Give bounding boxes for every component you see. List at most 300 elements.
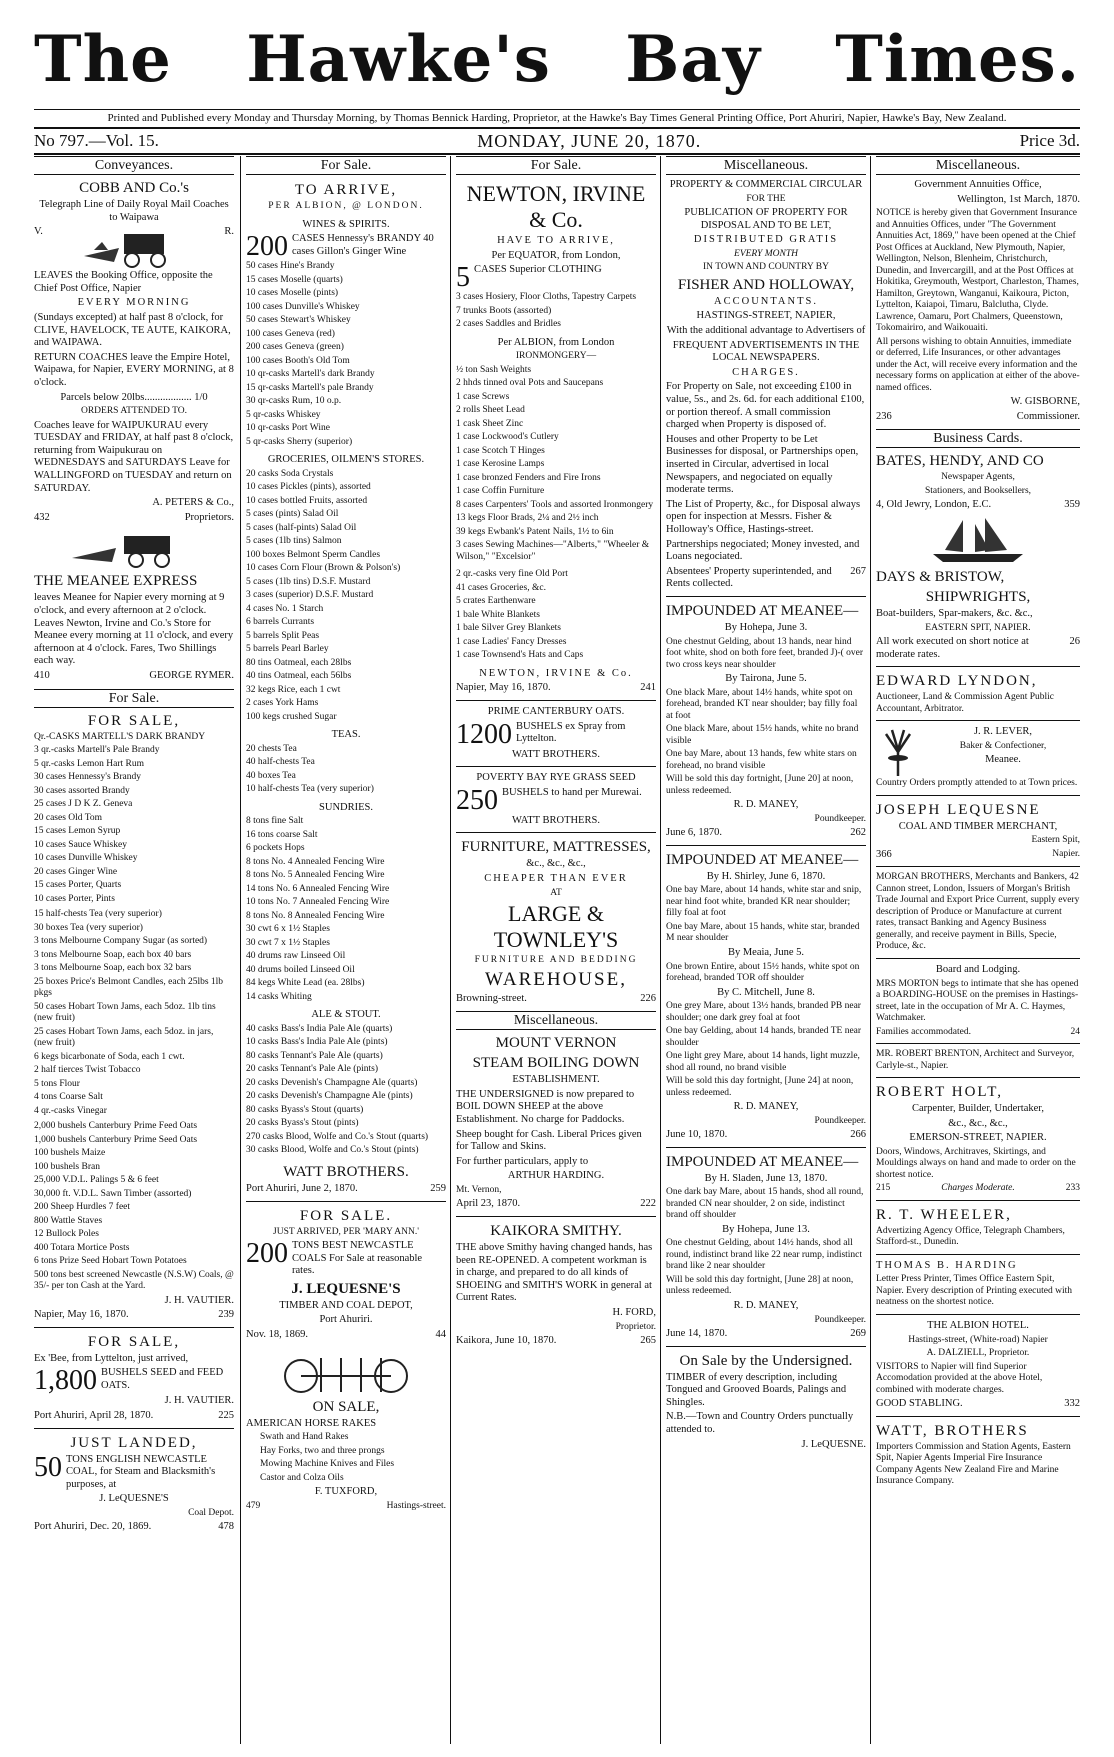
list-item: 32 kegs Rice, each 1 cwt	[246, 684, 341, 695]
ad-footer	[456, 682, 656, 695]
ad-signature: ARTHUR HARDING.	[507, 1170, 605, 1182]
ad-title: IMPOUNDED AT MEANEE—	[666, 1153, 859, 1170]
list-item: 50 cases Stewart's Whiskey	[246, 315, 351, 326]
ad-footer	[876, 1183, 1080, 1195]
list-item: 2 cases Saddles and Bridles	[456, 319, 562, 330]
ad-body: Hastings-street, (White-road) Napier	[908, 1334, 1048, 1345]
sailing-ship-icon	[923, 516, 1033, 564]
ad-body: One light grey Mare, about 14 hands, light muzzle, shod all round, no brand visible	[666, 1051, 860, 1073]
ad-number: 239	[218, 1309, 234, 1321]
ad-body: IN TOWN AND COUNTRY BY	[703, 262, 829, 273]
ad-body: By Hohepa, June 13.	[722, 1223, 810, 1235]
ad-title: JUST LANDED,	[70, 1434, 198, 1451]
item-list	[246, 261, 446, 448]
ad-signature: NEWTON, IRVINE & Co.	[479, 667, 633, 679]
list-item: 10 cases Porter, Pints	[34, 893, 115, 904]
big-number: 1,800	[34, 1365, 97, 1397]
ad-body: PUBLICATION OF PROPERTY FOR DISPOSAL AND TO BE LET,	[684, 207, 848, 231]
list-item: 10 casks Bass's India Pale Ale (pints)	[246, 1037, 388, 1048]
ad-title: IMPOUNDED AT MEANEE—	[666, 602, 859, 619]
column-heading: Conveyances.	[34, 156, 234, 175]
item-list	[456, 569, 656, 662]
ad-number: 24	[1070, 1026, 1080, 1037]
ad-title: MOUNT VERNON	[495, 1035, 617, 1052]
list-item: 25 boxes Price's Belmont Candles, each 25lbs 1lb pkgs	[34, 976, 224, 999]
list-item: 100 cases Geneva (red)	[246, 328, 335, 339]
ad-signature: WATT BROTHERS.	[512, 748, 600, 760]
list-item: 13 kegs Floor Brads, 2¼ and 2½ inch	[456, 513, 599, 524]
list-item: 10 qr-casks Martell's dark Brandy	[246, 369, 375, 380]
ad-body: Boat-builders, Spar-makers, &c. &c.,	[876, 607, 1033, 619]
ad-body: N.B.—Town and Country Orders punctually attended to.	[666, 1411, 854, 1436]
list-item: 1 case Coffin Furniture	[456, 486, 545, 497]
ad-footer	[666, 1129, 866, 1142]
list-item: 20 casks Devenish's Champagne Ale (quarts)	[246, 1077, 418, 1088]
list-item: 80 casks Tennant's Pale Ale (quarts)	[246, 1050, 383, 1061]
list-item: 10 cases Sauce Whiskey	[34, 839, 127, 850]
list-item: 6 barrels Currants	[246, 617, 315, 628]
list-item: 400 Totara Mortice Posts	[34, 1242, 130, 1253]
ad-number: 410	[34, 669, 50, 681]
ad-number: 262	[850, 827, 866, 839]
ad-signature: R. D. MANEY,	[733, 799, 799, 811]
ad-body: Importers Commission and Station Agents, Eastern Spit, Napier Agents Imperial Fire Insurance Company Agents New Zealand Fire and Marine Insurance Company.	[876, 1441, 1071, 1487]
list-item: 41 cases Groceries, &c.	[456, 582, 546, 593]
issue-date: MONDAY, JUNE 20, 1870.	[477, 130, 702, 151]
item: CASES Hennessy's BRANDY 40 cases Gillon's Ginger Wine	[292, 233, 434, 257]
list-item: 5 qr-casks Sherry (superior)	[246, 436, 353, 447]
ad-title: PRIME CANTERBURY OATS.	[487, 705, 625, 717]
ad-title: AMERICAN HORSE RAKES	[246, 1417, 377, 1429]
ad-number: 44	[435, 1329, 446, 1341]
section-title: SUNDRIES.	[319, 801, 373, 813]
item-list	[34, 909, 234, 1117]
list-item: 1 case Lockwood's Cutlery	[456, 432, 559, 443]
ad-date: June 14, 1870.	[666, 1328, 728, 1340]
ad-number: 233	[1065, 1183, 1080, 1194]
ad-footer	[876, 1027, 1080, 1039]
ad-footer	[876, 411, 1080, 424]
column-miscellaneous-1	[666, 156, 866, 1744]
ad-address: Hastings-street.	[386, 1500, 446, 1511]
list-item: 10 cases bottled Fruits, assorted	[246, 495, 368, 506]
list-item: 1 case Scotch T Hinges	[456, 445, 545, 456]
ad-title: THE ALBION HOTEL.	[927, 1319, 1029, 1331]
list-item: 5 qr.-casks Lemon Hart Rum	[34, 758, 145, 769]
ad-body: Will be sold this day fortnight, [June 24] at noon, unless redeemed.	[666, 1076, 854, 1098]
ad-body: &c., &c., &c.,	[948, 1117, 1008, 1129]
list-item: 5 barrels Pearl Barley	[246, 644, 329, 655]
list-item: 3 cases Hosiery, Floor Cloths, Tapestry Carpets	[456, 292, 637, 303]
list-item: 16 tons coarse Salt	[246, 829, 318, 840]
list-item: Mowing Machine Knives and Files	[260, 1459, 395, 1470]
ad-title: JOSEPH LEQUESNE	[876, 801, 1041, 818]
ad-number: 332	[1064, 1398, 1080, 1409]
list-item: 5 barrels Split Peas	[246, 630, 320, 641]
big-number: 5	[456, 262, 470, 294]
ad-signature: Port Ahuriri.	[319, 1314, 373, 1326]
ad-body: By Hohepa, June 3.	[724, 621, 808, 633]
list-item: 3 cases (superior) D.S.F. Mustard	[246, 590, 374, 601]
ad-title: FOR SALE.	[299, 1207, 393, 1224]
ad-body: One black Mare, about 15½ hands, white no brand visible	[666, 724, 859, 746]
ad-title: THE MEANEE EXPRESS	[34, 573, 198, 590]
ad-number: 26	[1069, 636, 1080, 648]
ad-footer	[876, 499, 1080, 512]
list-item: 40 boxes Tea	[246, 770, 296, 781]
ad-body: By H. Sladen, June 13, 1870.	[704, 1172, 828, 1184]
ad-body: One bay Gelding, about 14 hands, branded TE near shoulder	[666, 1026, 862, 1048]
ad-title: DISTRIBUTED GRATIS	[693, 234, 839, 246]
list-item: 5 cases (half-pints) Salad Oil	[246, 522, 357, 533]
ad-title: SHIPWRIGHTS,	[925, 588, 1031, 605]
list-item: 100 boxes Belmont Sperm Candles	[246, 549, 381, 560]
list-item: Castor and Colza Oils	[260, 1472, 344, 1483]
ad-title: WAREHOUSE,	[485, 968, 627, 990]
item-list	[246, 1024, 446, 1157]
list-item: 40 half-chests Tea	[246, 757, 315, 768]
list-item: 100 bushels Bran	[34, 1161, 100, 1172]
list-item: 40 drums raw Linseed Oil	[246, 951, 346, 962]
section-title: ALE & STOUT.	[311, 1009, 381, 1021]
ad-signature: R. D. MANEY,	[733, 1299, 799, 1311]
column-heading: For Sale.	[34, 689, 234, 708]
ad-title: STEAM BOILING DOWN	[472, 1055, 640, 1072]
list-item: 84 kegs White Lead (ea. 28lbs)	[246, 978, 365, 989]
ad-body: One black Mare, about 14½ hands, white spot on forehead, branded KT near shoulder; bay filly foal at foot	[666, 687, 858, 721]
ad-body: AT	[550, 887, 562, 898]
ad-signature: Proprietor.	[615, 1321, 656, 1332]
issue-price: Price 3d.	[1019, 131, 1080, 150]
column-heading: Business Cards.	[876, 429, 1080, 448]
ad-date: Port Ahuriri, June 2, 1870.	[246, 1182, 358, 1194]
list-item: 8 cases Carpenters' Tools and assorted Ironmongery	[456, 499, 654, 510]
ad-body: MRS MORTON begs to intimate that she has opened a BOARDING-HOUSE on the premises in Hastings-street, late in the occupation of Mr A. C. Haymes, Watchmaker.	[876, 978, 1079, 1024]
ad-date: June 6, 1870.	[666, 827, 722, 839]
list-item: 1,000 bushels Canterbury Prime Seed Oats	[34, 1134, 198, 1145]
list-item: 20 casks Byass's Stout (pints)	[246, 1118, 359, 1129]
list-item: 10 half-chests Tea (very superior)	[246, 784, 374, 795]
item-list	[246, 469, 446, 724]
ad-body: With the additional advantage to Advertisers of	[666, 325, 866, 337]
column-rule	[660, 156, 661, 1744]
list-item: 25 cases J D K Z. Geneva	[34, 799, 133, 810]
item-list	[246, 744, 446, 796]
cut-letter: R.	[224, 226, 234, 238]
list-item: 800 Wattle Staves	[34, 1215, 103, 1226]
ad-number: 265	[640, 1335, 656, 1347]
list-item: 2,000 bushels Canterbury Prime Feed Oats	[34, 1121, 198, 1132]
list-item: 5 cases (1lb tins) Salmon	[246, 536, 342, 547]
publisher-line: Printed and Published every Monday and Thursday Morning, by Thomas Bennick Harding, Proprietor, at the Hawke's Bay Times General Printing Office, Port Ahuriri, Napier, Hawke's Bay, New Zealand.	[34, 109, 1080, 124]
list-item: 500 tons best screened Newcastle (N.S.W) Coals, @ 35/- per ton Cash at the Yard.	[34, 1269, 234, 1292]
ad-footer	[246, 1501, 446, 1513]
ad-signature: J. LeQUESNE'S	[99, 1493, 169, 1505]
masthead-word-3: Bay	[625, 22, 761, 97]
ad-title: TO ARRIVE,	[294, 182, 398, 198]
item-list	[246, 1432, 446, 1484]
list-item: 50 cases Hine's Brandy	[246, 261, 335, 272]
ad-block	[876, 726, 1080, 778]
section-title: CHARGES.	[732, 366, 800, 378]
list-item: 2 rolls Sheet Lead	[456, 405, 525, 416]
ad-body: GOOD STABLING.	[876, 1398, 963, 1409]
stagecoach-icon	[74, 226, 194, 270]
ad-body: THE UNDERSIGNED is now prepared to BOIL DOWN SHEEP at the above Establishment. No charge for Paddocks.	[456, 1088, 635, 1125]
list-item: 5 cases (1lb tins) D.S.F. Mustard	[246, 576, 371, 587]
list-item: 15 cases Lemon Syrup	[34, 826, 121, 837]
item: CASES Superior CLOTHING	[474, 264, 602, 276]
ad-title: KAIKORA SMITHY.	[490, 1222, 622, 1239]
item-list	[246, 816, 446, 1003]
ad-body: Letter Press Printer, Times Office Eastern Spit, Napier. Every description of Printing executed with neatness on the shortest notice.	[876, 1274, 1073, 1308]
ad-body: NOTICE is hereby given that Government Insurance and Annuities Offices, under "The Government Annuities Act, 1869," have been opened at the Chief Post Offices at Auckland, New Plymouth, Napier, Wellington, Nelson, Blenheim, Christchurch, Dunedin, and Invercargill, and at the Post Offices at Hokitika, Greymouth, Westport, Charleston, Thames, Hamilton, Greytown, Wanganui, Kaikoura, Picton, Lyttelton, Kaiapoi, Timaru, Balclutha, Clyde. Lawrence, Oamaru, Port Chalmers, Queenstown, Tokomairiro, and Waikouaiti.	[876, 208, 1079, 334]
ad-body: The List of Property, &c., for Disposal always open for inspection at Messrs. Fisher & Holloway's Office, Hastings-street.	[666, 498, 861, 535]
section-title: WINES & SPIRITS.	[302, 218, 390, 230]
ad-number: 236	[876, 410, 892, 422]
list-item: 8 tons fine Salt	[246, 816, 304, 827]
ad-body: Families accommodated.	[876, 1026, 971, 1037]
item-list	[34, 732, 234, 906]
list-item: 270 casks Blood, Wolfe and Co.'s Stout (quarts)	[246, 1131, 429, 1142]
list-item: 30,000 ft. V.D.L. Sawn Timber (assorted)	[34, 1188, 192, 1199]
ad-number: 366	[876, 848, 892, 860]
ad-body: For further particulars, apply to	[456, 1155, 589, 1167]
column-rule	[240, 156, 241, 1744]
ad-title: J. R. LEVER,	[973, 726, 1033, 738]
list-item: 20 casks Devenish's Champagne Ale (pints)	[246, 1091, 413, 1102]
ad-body: &c., &c., &c.,	[526, 858, 586, 870]
ad-number: 359	[1064, 499, 1080, 511]
ad-body: Parcels below 20lbs.................. 1/0	[60, 391, 208, 403]
big-number: 250	[456, 784, 498, 816]
ad-number: 267	[850, 565, 866, 577]
list-item: 50 cases Hobart Town Jams, each 5doz. 1lb tins (new fruit)	[34, 1001, 216, 1024]
list-item: 2 hhds tinned oval Pots and Saucepans	[456, 378, 604, 389]
ad-body: Baker & Confectioner,	[959, 740, 1047, 751]
ad-body: THE above Smithy having changed hands, has been RE-OPENED. A competent workman is in charge, and prepared to do all kinds of SHOEING and SMITH'S WORK in general at Current Rates.	[456, 1241, 653, 1304]
list-item: 39 kegs Ewbank's Patent Nails, 1½ to 6in	[456, 526, 614, 537]
list-item: 1 case Kerosine Lamps	[456, 459, 545, 470]
list-item: Qr.-CASKS MARTELL'S DARK BRANDY	[34, 731, 206, 742]
ad-footer	[34, 1309, 234, 1322]
list-item: 40 casks Bass's India Pale Ale (quarts)	[246, 1023, 393, 1034]
ad-body: Auctioneer, Land & Commission Agent Public Accountant, Arbitrator.	[876, 692, 1054, 714]
ad-title: PROPERTY & COMMERCIAL CIRCULAR	[669, 179, 863, 190]
ad-body: LEAVES the Booking Office, opposite the Chief Post Office, Napier	[34, 270, 213, 294]
masthead-word-4: Times.	[835, 22, 1080, 97]
masthead	[34, 14, 1080, 106]
ad-number: 479	[246, 1500, 261, 1511]
list-item: 20 cases Ginger Wine	[34, 866, 118, 877]
list-item: Swath and Hand Rakes	[260, 1432, 349, 1443]
ad-signature: J. LeQUESNE.	[801, 1438, 866, 1450]
ad-date: Port Ahuriri, Dec. 20, 1869.	[34, 1521, 152, 1533]
list-item: 100 kegs crushed Sugar	[246, 711, 337, 722]
ad-footer	[456, 993, 656, 1006]
ad-number: 266	[850, 1129, 866, 1141]
list-item: 4 tons Coarse Salt	[34, 1092, 103, 1103]
ad-footer	[246, 1183, 446, 1196]
list-item: 14 tons No. 6 Annealed Fencing Wire	[246, 883, 390, 894]
ad-body: MR. ROBERT BRENTON, Architect and Surveyor, Carlyle-st., Napier.	[876, 1049, 1075, 1071]
ad-date: Port Ahuriri, April 28, 1870.	[34, 1409, 154, 1421]
big-number: 200	[246, 231, 288, 263]
dateline	[34, 127, 1080, 155]
ad-body: EVERY MONTH	[734, 248, 798, 259]
ad-subtitle: Per EQUATOR, from London,	[491, 249, 621, 261]
ad-footer	[666, 827, 866, 840]
ad-body: Meanee.	[985, 754, 1021, 766]
section-title: IRONMONGERY—	[515, 351, 597, 362]
ad-number: 259	[430, 1182, 446, 1194]
list-item: 15 cases Moselle (quarts)	[246, 274, 343, 285]
list-item: 100 cases Dunville's Whiskey	[246, 301, 360, 312]
list-item: 4 cases No. 1 Starch	[246, 603, 324, 614]
ad-body: One grey Mare, about 13½ hands, branded PB near shoulder; one dark grey foal at foot	[666, 1001, 861, 1023]
list-item: 10 cases Corn Flour (Brown & Polson's)	[246, 563, 401, 574]
list-item: 8 tons No. 8 Annealed Fencing Wire	[246, 910, 385, 921]
list-item: 10 qr-casks Port Wine	[246, 423, 330, 434]
ad-signature: W. GISBORNE,	[1010, 396, 1080, 408]
list-item: 30 casks Blood, Wolfe and Co.'s Stout (pints)	[246, 1145, 419, 1156]
ad-body: EASTERN SPIT, NAPIER.	[925, 622, 1031, 633]
ad-number: 432	[34, 511, 50, 523]
list-item: 80 tins Oatmeal, each 28lbs	[246, 657, 352, 668]
list-item: 20 casks Tennant's Pale Ale (pints)	[246, 1064, 379, 1075]
ad-body: EVERY MORNING	[77, 297, 191, 309]
big-number: 200	[246, 1238, 288, 1270]
ad-body: COAL AND TIMBER MERCHANT,	[898, 820, 1058, 832]
ad-body: TIMBER of every description, including Tongued and Grooved Boards, Palings and Shingles.	[666, 1371, 847, 1408]
ad-body: One bay Mare, about 15 hands, white star, branded M near shoulder	[666, 921, 860, 944]
big-number: 1200	[456, 718, 512, 750]
column-heading: Miscellaneous.	[876, 156, 1080, 175]
list-item: 10 cases Dunville Whiskey	[34, 853, 138, 864]
list-item: 200 cases Geneva (green)	[246, 342, 344, 353]
ad-body: Napier.	[1052, 848, 1080, 859]
ad-number: 222	[640, 1198, 656, 1210]
big-number: 50	[34, 1451, 62, 1483]
list-item: 14 casks Whiting	[246, 991, 312, 1002]
ad-number: 225	[218, 1409, 234, 1421]
list-item: 3 tons Melbourne Soap, each box 40 bars	[34, 949, 192, 960]
ad-footer	[876, 849, 1080, 862]
ad-body: Will be sold this day fortnight, [June 20] at noon, unless redeemed.	[666, 774, 854, 796]
ad-body: Wellington, 1st March, 1870.	[957, 193, 1080, 205]
ad-signature: Proprietors.	[184, 511, 234, 523]
ad-title: ESTABLISHMENT.	[512, 1074, 600, 1086]
list-item: 40 drums boiled Linseed Oil	[246, 964, 355, 975]
ad-footer	[34, 1521, 234, 1534]
ad-body: FOR THE	[746, 193, 786, 204]
ad-body: Carpenter, Builder, Undertaker,	[912, 1103, 1044, 1115]
list-item: 100 bushels Maize	[34, 1148, 106, 1159]
list-item: 6 tons Prize Seed Hobart Town Potatoes	[34, 1256, 187, 1267]
newspaper-page	[34, 14, 1080, 1744]
list-item: 30 qr-casks Rum, 10 o.p.	[246, 396, 342, 407]
list-item: 80 casks Byass's Stout (quarts)	[246, 1104, 364, 1115]
ad-body: All persons wishing to obtain Annuities, immediate or deferred, Life Insurances, or other advantages under the Act, will receive every information and the necessary forms on application at either of the above-named offices.	[876, 336, 1080, 393]
ad-signature: WATT BROTHERS.	[283, 1163, 409, 1180]
list-item: 2 cases York Hams	[246, 698, 319, 709]
column-heading: Miscellaneous.	[456, 1011, 656, 1030]
ad-body: Government Annuities Office,	[914, 179, 1042, 190]
ad-date: Kaikora, June 10, 1870.	[456, 1335, 557, 1347]
ad-body: Doors, Windows, Architraves, Skirtings, and Mouldings always on hand and made to order on the shortest notice.	[876, 1146, 1076, 1180]
ad-footer	[34, 670, 234, 683]
list-item: 5 tons Flour	[34, 1078, 80, 1089]
wheatsheaf-icon	[876, 726, 920, 778]
section-title: Per ALBION, from London	[497, 336, 615, 348]
ad-body: Partnerships negociated; Money invested, and Loans negociated.	[666, 538, 860, 563]
ad-signature: Commissioner.	[1016, 410, 1080, 422]
masthead-word-2: Hawke's	[246, 22, 551, 97]
masthead-word-1: The	[34, 22, 172, 97]
list-item: 3 tons Melbourne Company Sugar (as sorted)	[34, 936, 208, 947]
item-list	[456, 365, 656, 564]
list-item: 2 qr.-casks very fine Old Port	[456, 569, 568, 580]
list-item: 30 cwt 6 x 1½ Staples	[246, 924, 330, 935]
ad-signature: WATT BROTHERS.	[512, 814, 600, 826]
list-item: 6 kegs bicarbonate of Soda, each 1 cwt.	[34, 1051, 185, 1062]
ad-date: Napier, May 16, 1870.	[456, 682, 551, 694]
issue-number: No 797.—Vol. 15.	[34, 131, 159, 150]
ad-body: BUSHELS ex Spray from Lyttelton.	[516, 720, 626, 745]
ad-title: FOR SALE,	[87, 1333, 181, 1350]
ad-body: Eastern Spit,	[1031, 835, 1080, 846]
ad-footer	[34, 1410, 234, 1423]
list-item: 12 Bullock Poles	[34, 1229, 99, 1240]
list-item: 3 tons Melbourne Soap, each box 32 bars	[34, 963, 192, 974]
list-item: 4 qr.-casks Vinegar	[34, 1105, 107, 1116]
list-item: 20 cases Old Tom	[34, 812, 103, 823]
ad-date: Nov. 18, 1869.	[246, 1329, 309, 1341]
column-conveyances	[34, 156, 234, 1744]
list-item: 8 tons No. 4 Annealed Fencing Wire	[246, 856, 385, 867]
column-rule	[870, 156, 871, 1744]
coach-cut	[34, 226, 234, 270]
ad-body: Charges Moderate.	[941, 1183, 1015, 1194]
ad-footer	[666, 566, 866, 591]
list-item: 2 half tierces Twist Tobacco	[34, 1065, 141, 1076]
ad-footer	[456, 1198, 656, 1211]
ad-subtitle: PER ALBION, @ LONDON.	[268, 201, 424, 211]
ad-body: CHEAPER THAN EVER	[484, 872, 628, 884]
ad-signature: Poundkeeper.	[814, 1115, 866, 1126]
ad-signature: J. LEQUESNE'S	[291, 1280, 401, 1297]
ad-body: Will be sold this day fortnight, [June 28] at noon, unless redeemed.	[666, 1274, 854, 1297]
ad-subtitle: HAVE TO ARRIVE,	[497, 235, 615, 246]
list-item: 15 half-chests Tea (very superior)	[34, 909, 162, 920]
ad-title: FURNITURE, MATTRESSES,	[461, 839, 651, 856]
ad-title: ON SALE,	[312, 1398, 380, 1415]
ad-body: One bay Mare, about 14 hands, white star and snip, near hind foot white, branded KR near shoulder; filly foal at foot	[666, 885, 862, 919]
ad-footer	[666, 1328, 866, 1341]
column-heading: Miscellaneous.	[666, 156, 866, 175]
ad-title: DAYS & BRISTOW,	[876, 568, 1005, 585]
ad-title: FOR SALE,	[87, 712, 181, 729]
ad-title: THOMAS B. HARDING	[876, 1259, 1018, 1271]
ad-body: One dark bay Mare, about 15 hands, shod all round, branded CN near shoulder, 2 on side, indistinct brand off shoulder	[666, 1187, 864, 1221]
list-item: 5 cases (pints) Salad Oil	[246, 509, 339, 520]
ad-body: By Meaia, June 5.	[727, 946, 805, 958]
list-item: 15 cases Porter, Quarts	[34, 880, 122, 891]
ad-signature: TIMBER AND COAL DEPOT,	[279, 1299, 413, 1311]
list-item: 1 bale Silver Grey Blankets	[456, 623, 562, 634]
list-item: 1 case Ladies' Fancy Dresses	[456, 636, 567, 647]
list-item: 100 cases Booth's Old Tom	[246, 355, 350, 366]
